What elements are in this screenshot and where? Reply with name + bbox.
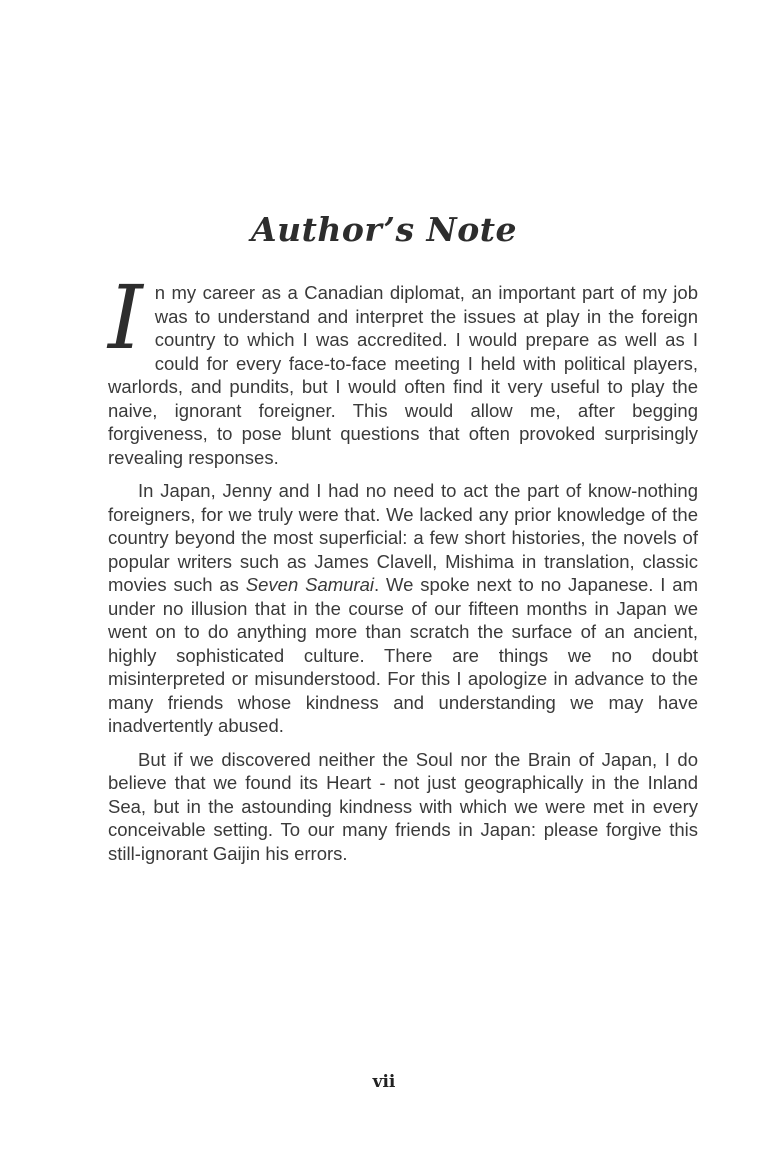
paragraph-2-text-before: In Japan, Jenny and I had no need to act the part of know-nothing foreigners, for we truly were that. We lacked any prior knowledge of the country beyond the most superficial: a few short histories, the novels of popular writers such as James Clavell, Mishima in translation, classic movies such as xyxy=(108,480,698,595)
paragraph-2-text-after: . We spoke next to no Japanese. I am under no illusion that in the course of our fifteen months in Japan we went on to do anything more than scratch the surface of an ancient, highly sophisticated culture. There are things we no doubt misinterpreted or misunderstood. For this I apologize in advance to the many friends whose kindness and understanding we may have inadvertently abused. xyxy=(108,574,698,736)
paragraph-3-text: But if we discovered neither the Soul nor the Brain of Japan, I do believe that we found its Heart - not just geographically in the Inland Sea, but in the astounding kindness with which we were met in every conceivable setting. To our many friends in Japan: please forgive this still-ignorant Gaijin his errors. xyxy=(108,748,698,864)
drop-cap: I xyxy=(108,266,143,369)
paragraph-2 xyxy=(108,479,698,738)
paragraph-3 xyxy=(108,748,698,866)
paragraph-1-text: n my career as a Canadian diplomat, an important part of my job was to understand and interpret the issues at play in the foreign country to which I was accredited. I would prepare as well as I could for every face-to-face meeting I held with political players, warlords, and pundits, but I would often find it very useful to play the naive, ignorant foreigner. This would allow me, after begging forgiveness, to pose blunt questions that often provoked surprisingly revealing responses. xyxy=(108,282,698,468)
paragraph-1 xyxy=(108,266,698,469)
body-text xyxy=(108,266,698,875)
paragraph-2-book-title: Seven Samurai xyxy=(245,574,374,595)
page-title: Author’s Note xyxy=(251,210,517,250)
page-number: vii xyxy=(372,1072,396,1092)
